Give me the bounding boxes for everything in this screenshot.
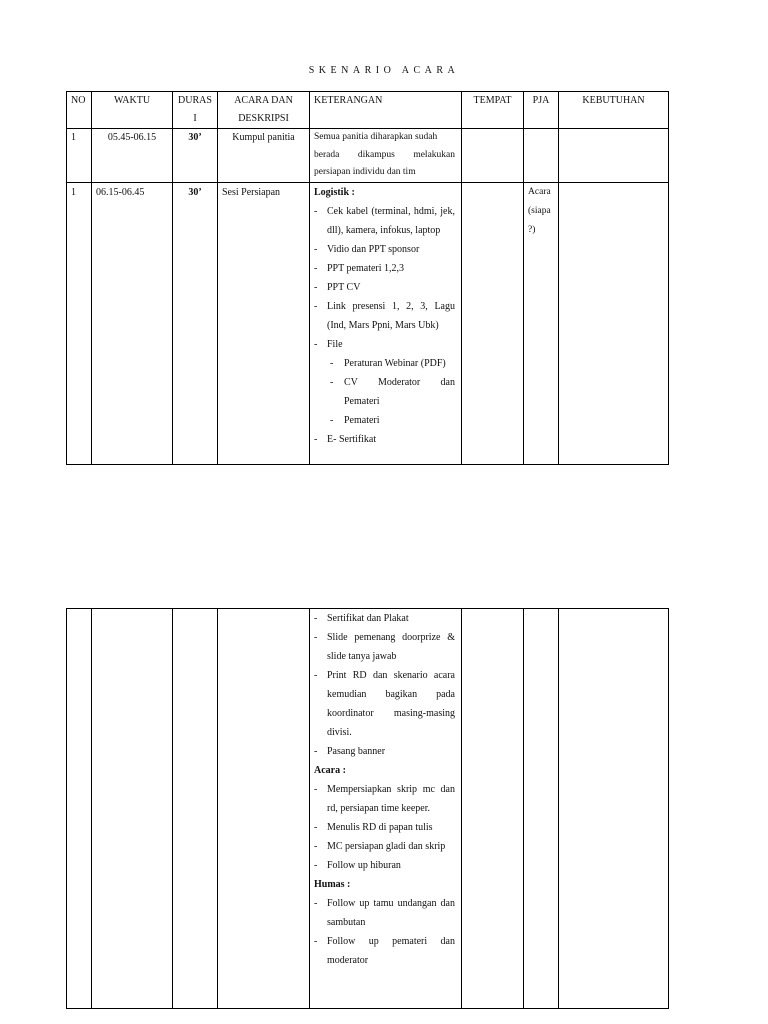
header-acara-line1: ACARA DAN xyxy=(234,95,293,106)
list-item xyxy=(310,742,461,761)
list-item xyxy=(310,202,461,240)
table-row xyxy=(67,609,669,1009)
list-item xyxy=(310,411,461,430)
pja-line: Acara xyxy=(528,186,551,197)
list-item xyxy=(310,354,461,373)
list-item xyxy=(310,297,461,335)
list-item-text: Pemateri xyxy=(344,414,380,426)
acara-list xyxy=(310,780,461,875)
header-acara xyxy=(218,92,310,129)
bullet: - xyxy=(314,670,318,681)
header-durasi-line2: I xyxy=(193,113,197,124)
cell-tempat xyxy=(462,182,524,464)
list-item-text: Link presensi 1, 2, 3, Lagu (Ind, Mars Ppni, Mars Ubk) xyxy=(327,300,455,331)
bullet: - xyxy=(314,632,318,643)
cell-acara xyxy=(218,609,310,1009)
list-item xyxy=(310,259,461,278)
bullet: - xyxy=(314,784,318,795)
list-item-text: Menulis RD di papan tulis xyxy=(327,822,433,833)
table-row xyxy=(67,182,669,464)
logistik-list xyxy=(310,609,461,761)
list-item-text: Print RD dan skenario acara kemudian bagikan pada koordinator masing-masing divisi. xyxy=(327,670,455,738)
bullet: - xyxy=(314,898,318,909)
bullet: - xyxy=(314,860,318,871)
list-item xyxy=(310,666,461,742)
cell-keterangan xyxy=(310,182,462,464)
keterangan-line: persiapan individu dan tim xyxy=(314,167,416,177)
list-item xyxy=(310,430,461,449)
bullet: - xyxy=(314,281,318,293)
bullet: - xyxy=(314,841,318,852)
list-item xyxy=(310,335,461,354)
bullet: - xyxy=(314,300,318,312)
list-item xyxy=(310,894,461,932)
list-item xyxy=(310,628,461,666)
cell-waktu: 06.15-06.45 xyxy=(92,182,173,464)
table-row xyxy=(67,129,669,183)
cell-waktu: 05.45-06.15 xyxy=(92,129,173,183)
bullet: - xyxy=(314,936,318,947)
list-item xyxy=(310,609,461,628)
list-item xyxy=(310,780,461,818)
cell-tempat xyxy=(462,609,524,1009)
cell-durasi: 30’ xyxy=(173,182,218,464)
cell-acara: Sesi Persiapan xyxy=(218,182,310,464)
bullet: - xyxy=(314,613,318,624)
list-item xyxy=(310,856,461,875)
cell-tempat xyxy=(462,129,524,183)
cell-no: 1 xyxy=(67,129,92,183)
bullet: - xyxy=(330,357,334,369)
header-kebutuhan: KEBUTUHAN xyxy=(559,92,669,129)
list-item-text: Follow up pemateri dan moderator xyxy=(327,936,455,966)
list-item-text: MC persiapan gladi dan skrip xyxy=(327,841,446,852)
list-item-text: Peraturan Webinar (PDF) xyxy=(344,357,446,369)
keterangan-line: Semua panitia diharapkan sudah xyxy=(314,132,438,142)
list-item-text: Pasang banner xyxy=(327,746,386,757)
list-item-text: Follow up tamu undangan dan sambutan xyxy=(327,898,455,928)
header-keterangan: KETERANGAN xyxy=(310,92,462,129)
bullet: - xyxy=(314,746,318,757)
header-pja: PJA xyxy=(524,92,559,129)
header-waktu: WAKTU xyxy=(92,92,173,129)
logistik-list xyxy=(310,202,461,354)
humas-list xyxy=(310,894,461,970)
header-tempat: TEMPAT xyxy=(462,92,524,129)
cell-no: 1 xyxy=(67,182,92,464)
list-item-text: CV Moderator dan Pemateri xyxy=(344,376,455,407)
cell-durasi: 30’ xyxy=(173,129,218,183)
header-durasi-line1: DURAS xyxy=(178,95,212,106)
pja-line: ?) xyxy=(528,224,536,235)
list-item-text: Slide pemenang doorprize & slide tanya jawab xyxy=(327,632,455,662)
list-item-text: PPT pemateri 1,2,3 xyxy=(327,262,405,274)
cell-pja xyxy=(524,182,559,464)
header-durasi xyxy=(173,92,218,129)
list-item-text: Mempersiapkan skrip mc dan rd, persiapan time keeper. xyxy=(327,784,455,814)
list-item-text: Follow up hiburan xyxy=(327,860,401,871)
list-item xyxy=(310,278,461,297)
cell-acara: Kumpul panitia xyxy=(218,129,310,183)
cell-durasi xyxy=(173,609,218,1009)
schedule-table-continued xyxy=(66,608,669,1009)
bullet: - xyxy=(330,376,334,388)
document-title: SKENARIO ACARA xyxy=(308,65,460,76)
logistik-heading: Logistik : xyxy=(314,186,355,198)
list-item-text: Cek kabel (terminal, hdmi, jek, dll), kamera, infokus, laptop xyxy=(327,205,455,236)
list-item-text: E- Sertifikat xyxy=(327,433,377,445)
header-no: NO xyxy=(67,92,92,129)
file-sublist xyxy=(310,354,461,430)
cell-kebutuhan xyxy=(559,129,669,183)
list-item xyxy=(310,818,461,837)
header-acara-line2: DESKRIPSI xyxy=(238,113,289,124)
list-item-text: Vidio dan PPT sponsor xyxy=(327,243,420,255)
list-item xyxy=(310,373,461,411)
cell-no xyxy=(67,609,92,1009)
cell-kebutuhan xyxy=(559,182,669,464)
pja-line: (siapa xyxy=(528,205,551,216)
cell-waktu xyxy=(92,609,173,1009)
list-item-text: Sertifikat dan Plakat xyxy=(327,613,409,624)
cell-pja xyxy=(524,129,559,183)
list-item-text: PPT CV xyxy=(327,281,361,293)
humas-heading: Humas : xyxy=(314,879,351,890)
bullet: - xyxy=(330,414,334,426)
bullet: - xyxy=(314,433,318,445)
cell-kebutuhan xyxy=(559,609,669,1009)
list-item-text: File xyxy=(327,338,343,350)
bullet: - xyxy=(314,243,318,255)
acara-heading: Acara : xyxy=(314,765,346,776)
schedule-table xyxy=(66,91,669,465)
cell-keterangan xyxy=(310,609,462,1009)
list-item xyxy=(310,932,461,970)
bullet: - xyxy=(314,822,318,833)
bullet: - xyxy=(314,205,318,217)
cell-pja xyxy=(524,609,559,1009)
bullet: - xyxy=(314,262,318,274)
list-item xyxy=(310,240,461,259)
table-header-row xyxy=(67,92,669,129)
keterangan-line: berada dikampus melakukan xyxy=(314,149,455,160)
cell-keterangan xyxy=(310,129,462,183)
list-item xyxy=(310,837,461,856)
bullet: - xyxy=(314,338,318,350)
